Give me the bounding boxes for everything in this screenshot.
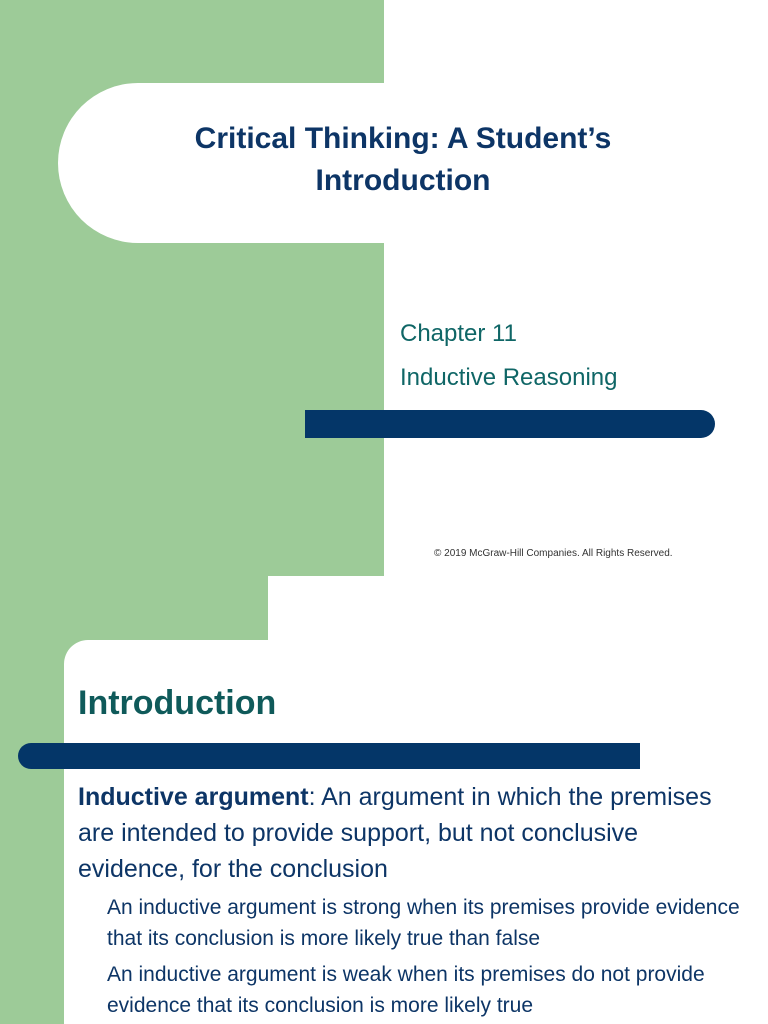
bullet-weak-argument: An inductive argument is weak when its premises do not provide evidence that its conclusion is more likely true	[107, 963, 705, 1017]
definition-text: : An argument in which the premises are intended to provide support, but not conclusive evidence, for the conclusion	[78, 783, 712, 883]
chapter-title: Inductive Reasoning	[400, 364, 618, 391]
definition-term: Inductive argument	[78, 783, 309, 811]
accent-bar	[305, 410, 715, 438]
introduction-slide	[0, 576, 768, 1024]
slide-title: Critical Thinking: A Student’s Introduction	[194, 122, 612, 197]
accent-bar	[18, 743, 640, 769]
copyright-notice: © 2019 McGraw-Hill Companies. All Rights Reserved.	[434, 548, 673, 559]
chapter-number: Chapter 11	[400, 320, 517, 347]
bullet-strong-argument: An inductive argument is strong when its premises provide evidence that its conclusion is more likely true than false	[107, 896, 740, 950]
definition-paragraph	[78, 779, 728, 887]
slide-heading: Introduction	[78, 684, 277, 722]
